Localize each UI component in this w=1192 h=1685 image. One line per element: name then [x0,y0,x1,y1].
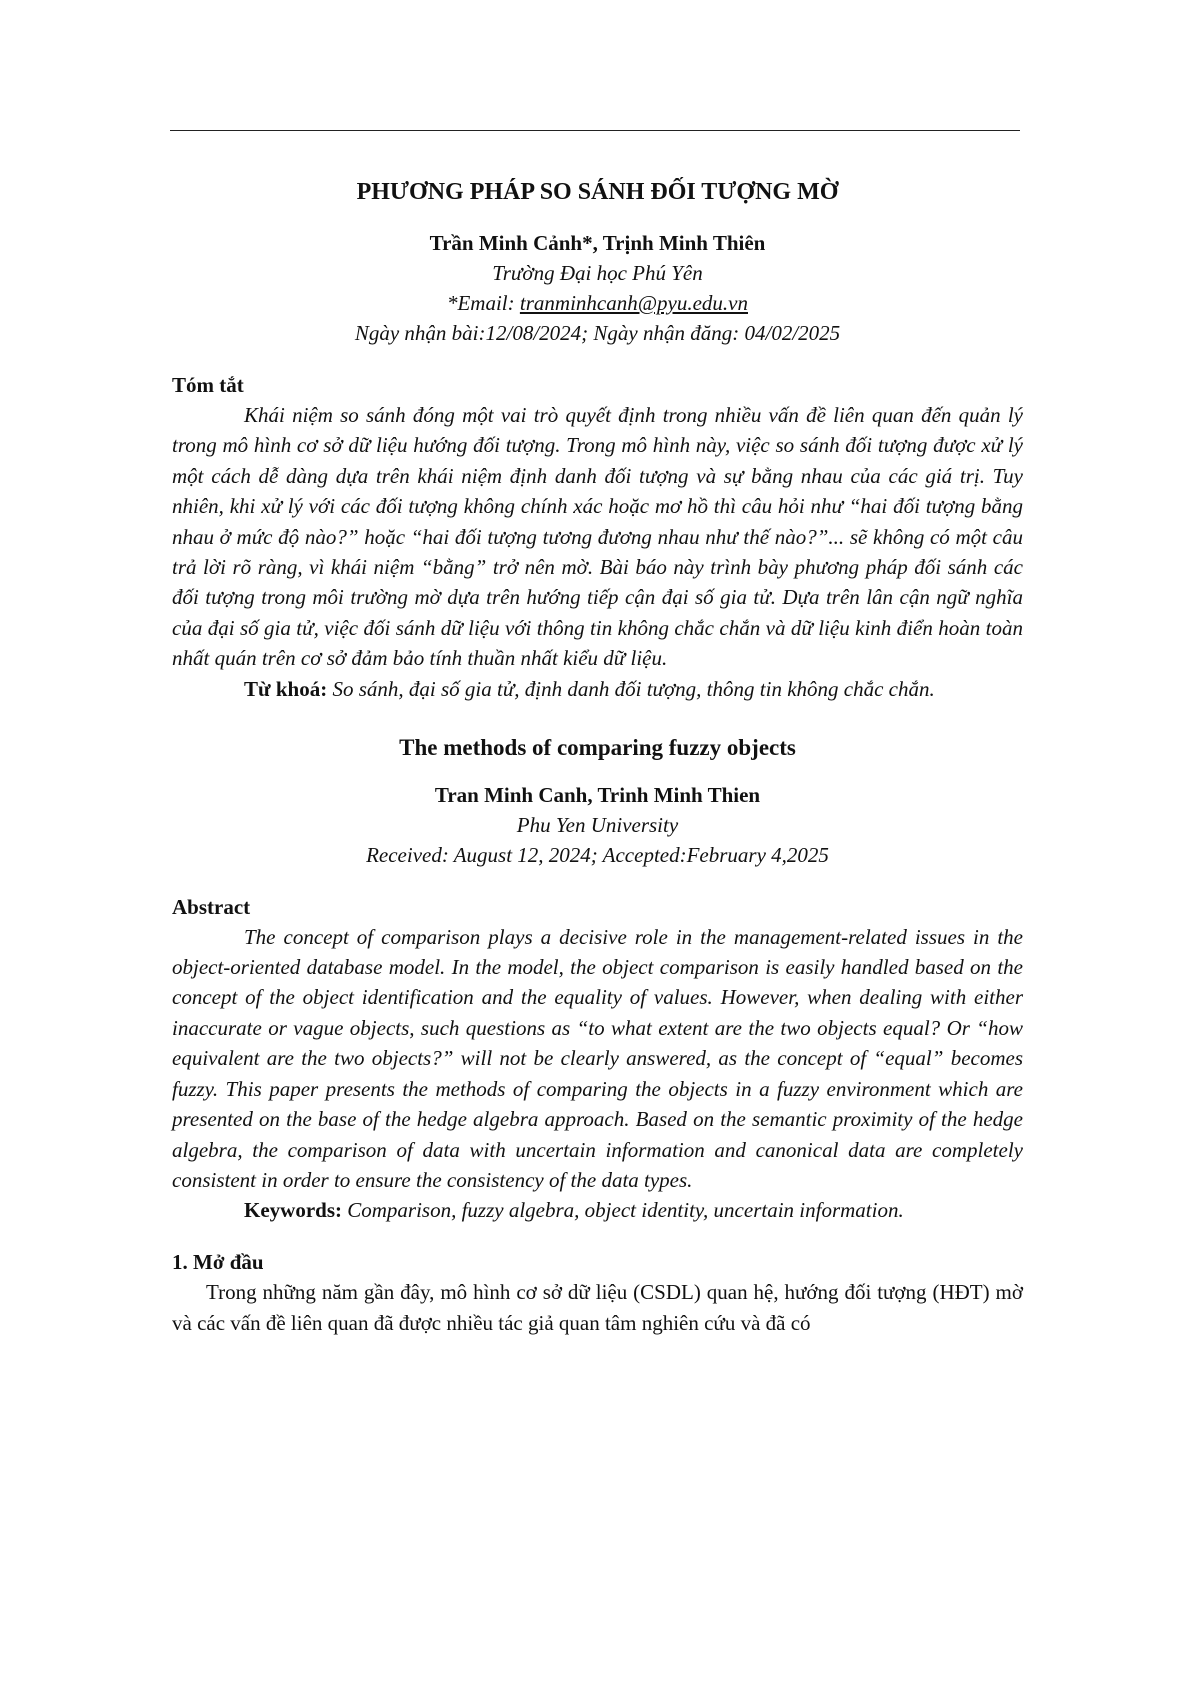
affiliation-en: Phu Yen University [516,812,679,837]
paper-title-en: The methods of comparing fuzzy objects [399,734,796,760]
paper-title-vi: PHƯƠNG PHÁP SO SÁNH ĐỐI TƯỢNG MỜ [356,179,839,205]
authors-en: Tran Minh Canh, Trinh Minh Thien [434,782,761,807]
email-line [172,288,1023,318]
abstract-text-en: The concept of comparison plays a decisive role in the management-related issues in the object-oriented database model. In the model, the object comparison is easily handled based on the concept of the object identification and the equality of values. However, when dealing with either inaccurate or vague objects, such questions as “to what extent are the two objects equal? Or “how equivalent are the two objects?” will not be clearly answered, as the concept of “equal” becomes fuzzy. This paper presents the methods of comparing the objects in a fuzzy environment which are presented on the base of the hedge algebra approach. Based on the semantic proximity of the hedge algebra, the comparison of data with uncertain information and canonical data are completely consistent in order to ensure the consistency of the data types. [172,924,1023,1192]
authors-vi: Trần Minh Cảnh*, Trịnh Minh Thiên [429,231,766,255]
abstract-heading-en: Abstract [172,894,251,919]
keywords-en [172,1195,1023,1225]
email-prefix: *Email: [446,291,520,315]
affiliation-vi: Trường Đại học Phú Yên [492,261,703,285]
keywords-text-vi: So sánh, đại số gia tử, định danh đối tượng, thông tin không chắc chắn. [327,676,935,701]
paper-content [172,168,1023,1338]
keywords-text-en: Comparison, fuzzy algebra, object identity, uncertain information. [342,1198,904,1223]
section-body-intro: Trong những năm gần đây, mô hình cơ sở dữ liệu (CSDL) quan hệ, hướng đối tượng (HĐT) mờ và các vấn đề liên quan đã được nhiều tác giả quan tâm nghiên cứu và đã có [172,1280,1023,1335]
email-link[interactable]: tranminhcanh@pyu.edu.vn [519,291,748,315]
dates-vi: Ngày nhận bài:12/08/2024; Ngày nhận đăng: 04/02/2025 [354,321,841,345]
dates-en: Received: August 12, 2024; Accepted:February 4,2025 [366,842,829,867]
keywords-label-en: Keywords: [244,1198,342,1223]
abstract-heading-vi: Tóm tắt [172,373,244,397]
keywords-vi [172,674,1023,704]
abstract-text-vi: Khái niệm so sánh đóng một vai trò quyết định trong nhiều vấn đề liên quan đến quản lý trong mô hình cơ sở dữ liệu hướng đối tượng. Trong mô hình này, việc so sánh đối tượng được xử lý một cách dễ dàng dựa trên khái niệm định danh đối tượng và sự bằng nhau của các giá trị. Tuy nhiên, khi xử lý với các đối tượng không chính xác hoặc mơ hồ thì câu hỏi như “hai đối tượng bằng nhau ở mức độ nào?” hoặc “hai đối tượng tương đương nhau như thế nào?”... sẽ không có một câu trả lời rõ ràng, vì khái niệm “bằng” trở nên mờ. Bài báo này trình bày phương pháp đối sánh các đối tượng trong môi trường mờ dựa trên hướng tiếp cận đại số gia tử. Dựa trên lân cận ngữ nghĩa của đại số gia tử, việc đối sánh dữ liệu với thông tin không chắc chắn và dữ liệu kinh điển hoàn toàn nhất quán trên cơ sở đảm bảo tính thuần nhất kiểu dữ liệu. [172,403,1023,671]
section-heading-intro: 1. Mở đầu [172,1250,264,1275]
keywords-label-vi: Từ khoá: [244,676,328,701]
header-rule [170,130,1020,131]
